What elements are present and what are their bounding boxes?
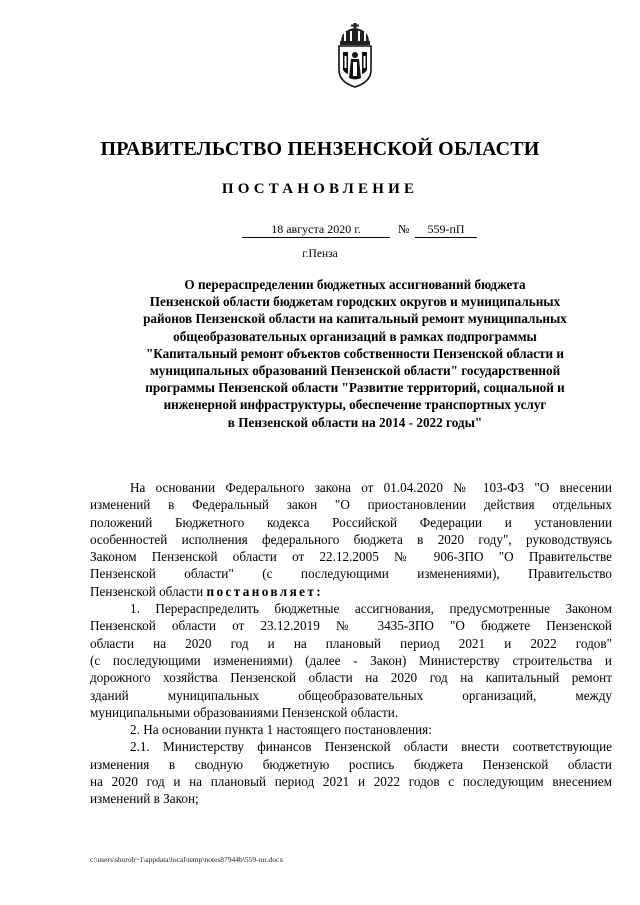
file-path-footer: c:\users\shoroh~1\appdata\local\temp\notes87944b\559-пп.docx: [90, 855, 284, 864]
resolves-word: постановляет:: [206, 583, 324, 599]
body-line: На основании Федерального закона от 01.04.2020 № 103-ФЗ "О внесении: [130, 480, 612, 495]
document-body: [90, 479, 612, 808]
document-number: 559-пП: [415, 222, 477, 238]
body-line: особенностей исполнения федерального бюджета в 2020 году", руководствуясь: [90, 531, 612, 547]
subject-line: Пензенской области бюджетам городских округов и муниципальных: [149, 294, 561, 310]
body-line-resolution: [90, 583, 612, 600]
subject-line: инженерной инфраструктуры, обеспечение транспортных услуг: [163, 397, 547, 413]
body-line: изменений в Федеральный закон "О приостановлении действия отдельных: [90, 497, 612, 513]
government-title: ПРАВИТЕЛЬСТВО ПЕНЗЕНСКОЙ ОБЛАСТИ: [100, 138, 540, 160]
document-date: 18 августа 2020 г.: [242, 222, 390, 238]
city-name: г.Пенза: [302, 248, 338, 260]
subject-line: муниципальных образований Пензенской области" государственной: [149, 363, 561, 379]
number-sign: №: [398, 222, 410, 236]
body-line: 2.1. Министерству финансов Пензенской области внести соответствующие: [130, 739, 612, 755]
body-line: дорожного хозяйства Пензенской области на 2020 год на капитальный ремонт: [90, 670, 612, 686]
body-line: зданий муниципальных общеобразовательных организаций, между: [90, 687, 612, 703]
document-type: ПОСТАНОВЛЕНИЕ: [221, 181, 419, 197]
subject-line: "Капитальный ремонт объектов собственности Пензенской области и: [145, 345, 565, 361]
body-line: муниципальными образованиями Пензенской области.: [90, 704, 399, 720]
subject-line: программы Пензенской области "Развитие территорий, социальной и: [145, 380, 565, 396]
subject-line: общеобразовательных организаций в рамках подпрограммы: [173, 328, 537, 344]
body-line: положений Бюджетного кодекса Российской Федерации и установлении: [90, 514, 612, 530]
body-line: 2. На основании пункта 1 настоящего постановления:: [130, 722, 432, 738]
body-line: Пензенской области от 23.12.2019 № 3435-ЗПО "О бюджете Пензенской: [90, 618, 612, 634]
subject-line: в Пензенской области на 2014 - 2022 годы": [227, 414, 483, 430]
body-line: изменений в Закон;: [90, 791, 199, 807]
body-line: (с последующими изменениями) (далее - Закон) Министерству строительства и: [90, 652, 612, 668]
body-line: Законом Пензенской области от 22.12.2005 № 906-ЗПО "О Правительстве: [90, 549, 612, 565]
date-number-line: [0, 222, 640, 240]
body-line: на 2020 год и на плановый период 2021 и 2022 годов с последующим внесением: [90, 774, 612, 790]
body-line: 1. Перераспределить бюджетные ассигнования, предусмотренные Законом: [130, 601, 612, 617]
subject-line: районов Пензенской области на капитальный ремонт муниципальных: [143, 311, 567, 327]
body-text: Пензенской области: [90, 583, 204, 599]
body-line: области на 2020 год и на плановый период 2021 и 2022 годов": [90, 635, 612, 651]
subject-line: О перераспределении бюджетных ассигнований бюджета: [184, 277, 526, 292]
body-line: Пензенской области" (с последующими изменениями), Правительство: [90, 566, 612, 582]
coat-of-arms-icon: [331, 22, 379, 88]
body-line: изменения в сводную бюджетную роспись бюджета Пензенской области: [90, 756, 612, 772]
document-subject: [90, 276, 620, 431]
